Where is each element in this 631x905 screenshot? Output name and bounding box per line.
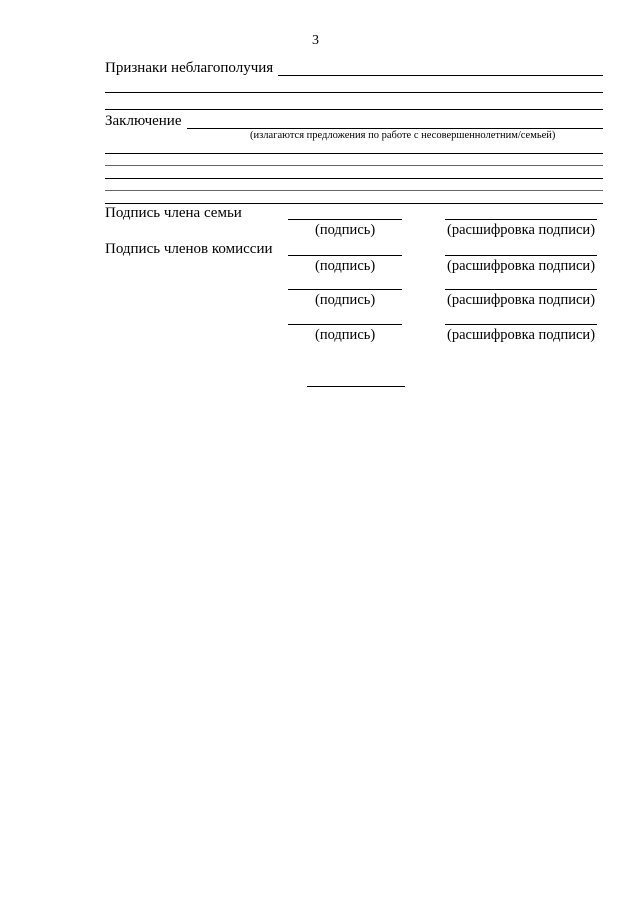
commission-signature-caption-2: (подпись)	[315, 292, 376, 308]
commission-signature-line-1[interactable]	[288, 255, 402, 256]
conclusion-line-6[interactable]	[105, 203, 603, 204]
page-number: 3	[312, 33, 319, 48]
family-signature-label: Подпись члена семьи	[105, 205, 242, 221]
conclusion-line-3[interactable]	[105, 165, 603, 166]
commission-signature-line-3[interactable]	[288, 324, 402, 325]
conclusion-label: Заключение	[105, 113, 182, 129]
commission-signature-caption-3: (подпись)	[315, 327, 376, 343]
commission-transcript-line-3[interactable]	[445, 324, 597, 325]
commission-transcript-caption-2: (расшифровка подписи)	[447, 292, 596, 308]
family-signature-line[interactable]	[288, 219, 402, 220]
commission-transcript-line-1[interactable]	[445, 255, 597, 256]
commission-signature-label: Подпись членов комиссии	[105, 241, 273, 257]
conclusion-line-1[interactable]	[187, 128, 603, 129]
signs-label: Признаки неблагополучия	[105, 60, 274, 76]
commission-transcript-line-2[interactable]	[445, 289, 597, 290]
signs-line-3[interactable]	[105, 109, 603, 110]
family-transcript-line[interactable]	[445, 219, 597, 220]
signs-line-1[interactable]	[278, 75, 603, 76]
commission-transcript-caption-1: (расшифровка подписи)	[447, 258, 596, 274]
conclusion-line-4[interactable]	[105, 178, 603, 179]
family-transcript-caption: (расшифровка подписи)	[447, 222, 596, 238]
family-signature-caption: (подпись)	[315, 222, 376, 238]
commission-signature-line-2[interactable]	[288, 289, 402, 290]
conclusion-hint: (излагаются предложения по работе с несовершеннолетним/семьей)	[250, 130, 556, 141]
conclusion-line-5[interactable]	[105, 190, 603, 191]
commission-signature-caption-1: (подпись)	[315, 258, 376, 274]
commission-transcript-caption-3: (расшифровка подписи)	[447, 327, 596, 343]
signs-line-2[interactable]	[105, 92, 603, 93]
conclusion-line-2[interactable]	[105, 153, 603, 154]
end-divider	[307, 386, 405, 387]
